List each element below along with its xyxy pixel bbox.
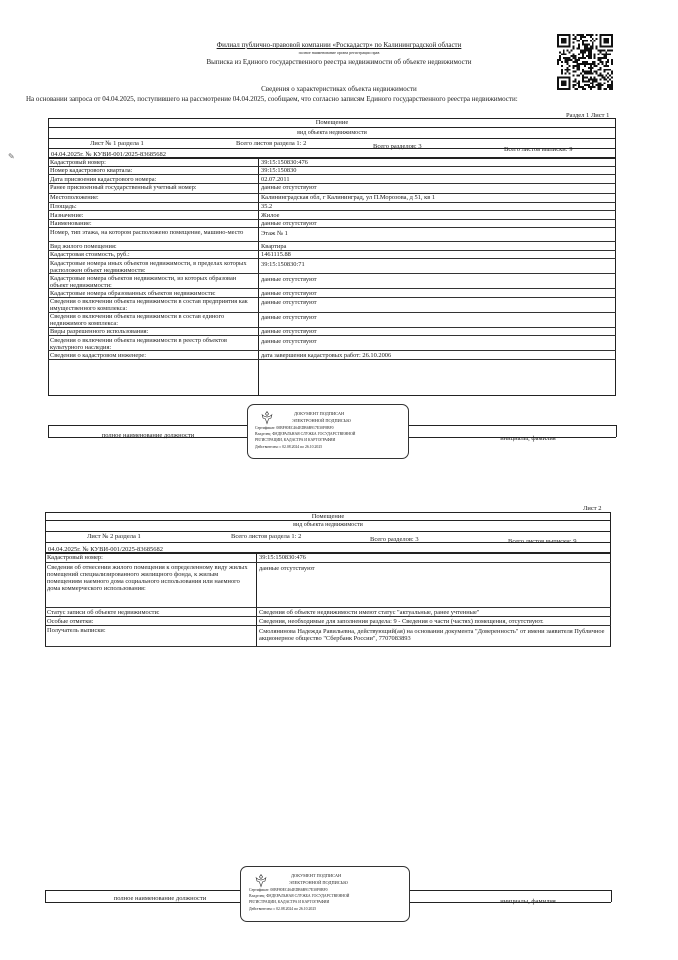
sheet1-corner-label: Раздел 1 Лист 1 [566,112,610,119]
stamp-title: ДОКУМЕНТ ПОДПИСАН [294,411,345,416]
row-label: Ранее присвоенный государственный учетный номер: [50,184,197,191]
sheet1-position-label: полное наименование должности [101,432,195,439]
row-value: Калининградская обл, г Калининград, ул П.Морозова, д 51, кв 1 [261,194,436,201]
row-label: Виды разрешенного использования: [50,328,149,335]
row-value: данные отсутствуют [261,299,317,306]
row-value: данные отсутствуют [259,564,315,572]
row-label: Получатель выписки: [47,626,106,634]
row-value: Смолянинова Надежда Равильевна, действующий(ая) на основании документа "Доверенность" от имени заявителя Публичное акционерное общество "Сбербанк России", 7707083893 [259,627,605,642]
row-value: данные отсутствуют [261,314,317,321]
sheet1-date-number: 04.04.2025г. № КУВИ-001/2025-83685682 [51,151,166,158]
row-value: Этаж № 1 [261,229,288,237]
row-label: Особые отметки: [47,617,94,625]
row-label: Наименование: [50,220,92,227]
stamp-owner2: РЕГИСТРАЦИИ, КАДАСТРА И КАРТОГРАФИИ [255,438,336,442]
row-label: Номер, тип этажа, на котором расположено помещение, машино-место [50,228,244,236]
row-value: 1461115.88 [261,251,291,258]
row-label: Номер кадастрового квартала: [50,167,133,174]
row-value: 02.07.2011 [261,175,290,183]
sheet1-sheet-no: Лист № 1 раздела 1 [90,140,144,147]
row-value: 39:15:150830:71 [261,260,305,268]
row-label: Вид жилого помещения: [50,242,117,250]
row-label: Площадь: [50,203,77,210]
eagle-emblem-icon [253,873,269,889]
sheet1-object-kind: вид объекта недвижимости [297,130,367,136]
row-value: Квартира [261,242,287,250]
row-label: Сведения о кадастровом инженере: [50,351,147,359]
row-value: данные отсутствуют [261,289,317,297]
margin-mark: ✎ [8,152,15,161]
sheet1-signature-stamp [247,404,409,459]
stamp-cert: Сертификат: 00BF80EC464EDB6B917E30F8BF0 [255,426,334,430]
stamp-valid: Действителен: с 02.08.2024 по 26.10.2025 [249,907,317,911]
stamp-owner2: РЕГИСТРАЦИИ, КАДАСТРА И КАРТОГРАФИИ [249,900,330,904]
stamp-cert: Сертификат: 00BF80EC464EDB6B917E30F8BF0 [249,888,328,892]
row-value: данные отсутствуют [261,184,317,191]
row-label: Местоположение: [50,194,99,201]
sheet2-name-label: инициалы, фамилия [500,898,556,905]
row-label: Сведения о включении объекта недвижимости в состав единого недвижимого комплекса: [50,313,225,327]
stamp-owner1: Владелец: ФЕДЕРАЛЬНАЯ СЛУЖБА ГОСУДАРСТВЕННОЙ [249,894,350,898]
row-label: Сведения о включении объекта недвижимости в состав предприятия как имущественного комплекса: [50,298,248,312]
row-label: Кадастровые номера иных объектов недвижимости, в пределах которых расположен объект недвижимости: [50,259,247,274]
row-value: 39:15:150830:476 [261,158,308,166]
stamp-subtitle: ЭЛЕКТРОННОЙ ПОДПИСЬЮ [292,418,351,423]
row-value: дата завершения кадастровых работ: 26.10.2006 [261,351,392,359]
sheet2-date-number: 04.04.2025г. № КУВИ-001/2025-83685682 [48,546,163,553]
sheet1-total-sheets: Всего листов раздела 1: 2 [236,140,307,147]
qr-code-icon [557,34,613,90]
stamp-valid: Действителен: с 02.08.2024 по 26.10.2025 [255,445,323,449]
row-label: Сведения о включении объекта недвижимости в реестр объектов культурного наследия: [50,336,228,351]
sheet2-corner-label: Лист 2 [583,505,602,512]
section-title: Сведения о характеристиках объекта недвижимости [261,85,417,93]
row-label: Кадастровые номера объектов недвижимости, из которых образован объект недвижимости: [50,274,237,289]
intro-text: На основании запроса от 04.04.2025, поступившего на рассмотрение 04.04.2025, сообщаем, что согласно записям Единого государственного реестра недвижимости: [26,95,518,103]
sheet2-signature-stamp [240,866,410,922]
sheet2-total-sheets: Всего листов раздела 1: 2 [231,533,302,540]
eagle-emblem-icon [259,410,275,426]
row-label: Дата присвоения кадастрового номера: [50,175,157,183]
row-value: 35.2 [261,203,273,210]
row-label: Статус записи об объекте недвижимости: [47,608,160,616]
stamp-title: ДОКУМЕНТ ПОДПИСАН [291,873,342,878]
sheet1-name-label: инициалы, фамилия [500,435,556,442]
row-value: данные отсутствуют [261,275,317,283]
org-name-caption: полное наименование органа регистрации прав [298,50,380,55]
org-name: Филиал публично-правовой компании «Роскадастр» по Калининградской области [216,41,462,49]
sheet2-sheet-no: Лист № 2 раздела 1 [87,533,141,540]
row-value: данные отсутствуют [261,220,317,227]
row-value: данные отсутствуют [261,328,317,335]
row-label: Кадастровые номера образованных объектов недвижимости: [50,289,216,297]
sheet1-total-extract: Всего листов выписки: 9 [504,146,573,153]
row-value: Сведения об объекте недвижимости имеют статус "актуальные, ранее учтенные" [259,608,480,616]
sheet2-object-type: Помещение [311,513,345,520]
sheet2-total-sections: Всего разделов: 3 [370,536,419,543]
row-value: 39:15:150830 [261,167,297,174]
row-label: Кадастровый номер: [50,158,106,166]
stamp-subtitle: ЭЛЕКТРОННОЙ ПОДПИСЬЮ [289,880,348,885]
sheet1-object-type: Помещение [315,119,349,126]
extract-title: Выписка из Единого государственного реестра недвижимости об объекте недвижимости [206,58,472,66]
row-label: Сведения об отнесении жилого помещения к определенному виду жилых помещений специализированного жилищного фонда, к жилым помещениям наемного дома социального использования или наемного дома коммерческого использования: [47,563,248,592]
row-label: Назначение: [50,211,84,219]
row-value: Жилое [261,211,280,219]
sheet2-position-label: полное наименование должности [113,895,207,902]
sheet2-object-kind: вид объекта недвижимости [293,522,363,528]
row-value: Сведения, необходимые для заполнения раздела: 9 - Сведения о части (частях) помещения, отсутствуют. [259,617,544,625]
row-label: Кадастровая стоимость, руб.: [50,251,130,258]
sheet2-total-extract: Всего листов выписки: 9 [508,538,577,545]
row-value: данные отсутствуют [261,337,317,345]
row-value: 39:15:150830:476 [259,553,306,561]
stamp-owner1: Владелец: ФЕДЕРАЛЬНАЯ СЛУЖБА ГОСУДАРСТВЕННОЙ [255,432,356,436]
row-label: Кадастровый номер: [47,553,103,561]
sheet1-total-sections: Всего разделов: 3 [373,143,422,150]
